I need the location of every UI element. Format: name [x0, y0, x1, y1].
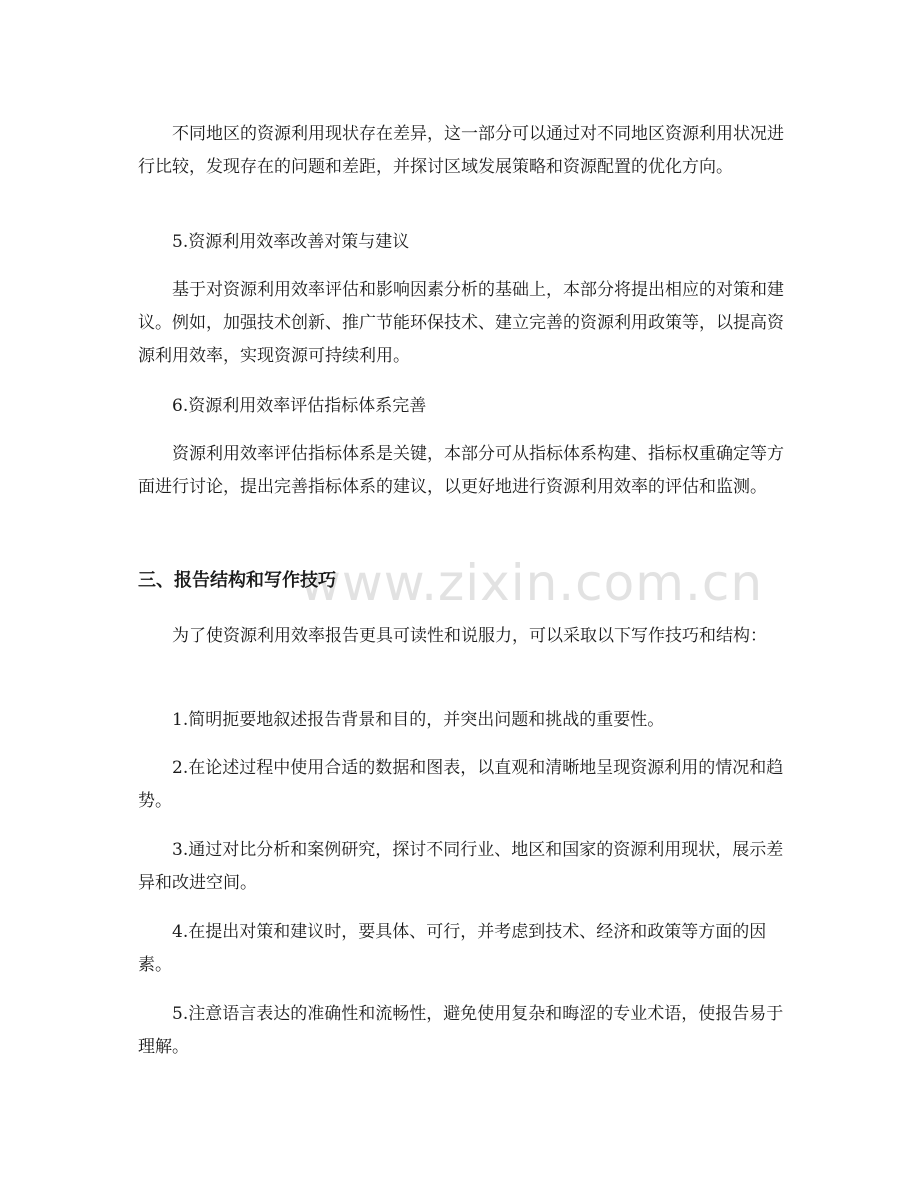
tip-item: 2.在论述过程中使用合适的数据和图表，以直观和清晰地呈现资源利用的情况和趋势。: [138, 758, 784, 811]
item-5-title: 5.资源利用效率改善对策与建议: [172, 232, 410, 252]
tip-item: 5.注意语言表达的准确性和流畅性，避免使用复杂和晦涩的专业术语，使报告易于理解。: [138, 1004, 784, 1057]
tip-item: 1.简明扼要地叙述报告背景和目的，并突出问题和挑战的重要性。: [172, 710, 665, 730]
item-6-text: 资源利用效率评估指标体系是关键，本部分可从指标体系构建、指标权重确定等方面进行讨论，提出完善指标体系的建议，以更好地进行资源利用效率的评估和监测。: [138, 444, 784, 497]
item-5-text: 基于对资源利用效率评估和影响因素分析的基础上，本部分将提出相应的对策和建议。例如，加强技术创新、推广节能环保技术、建立完善的资源利用政策等，以提高资源利用效率，实现资源可持续利用。: [138, 280, 784, 366]
item-6-title: 6.资源利用效率评估指标体系完善: [172, 396, 427, 416]
watermark: www.zixin.com.cn: [300, 554, 764, 612]
tip-item: 3.通过对比分析和案例研究，探讨不同行业、地区和国家的资源利用现状，展示差异和改进空间。: [138, 840, 784, 893]
section-3-heading: 三、报告结构和写作技巧: [138, 570, 336, 591]
paragraph-regional-differences: 不同地区的资源利用现状存在差异，这一部分可以通过对不同地区资源利用状况进行比较，发现存在的问题和差距，并探讨区域发展策略和资源配置的优化方向。: [138, 124, 784, 177]
tip-item: 4.在提出对策和建议时，要具体、可行，并考虑到技术、经济和政策等方面的因素。: [138, 922, 767, 975]
section-3-intro: 为了使资源利用效率报告更具可读性和说服力，可以采取以下写作技巧和结构：: [172, 626, 767, 646]
